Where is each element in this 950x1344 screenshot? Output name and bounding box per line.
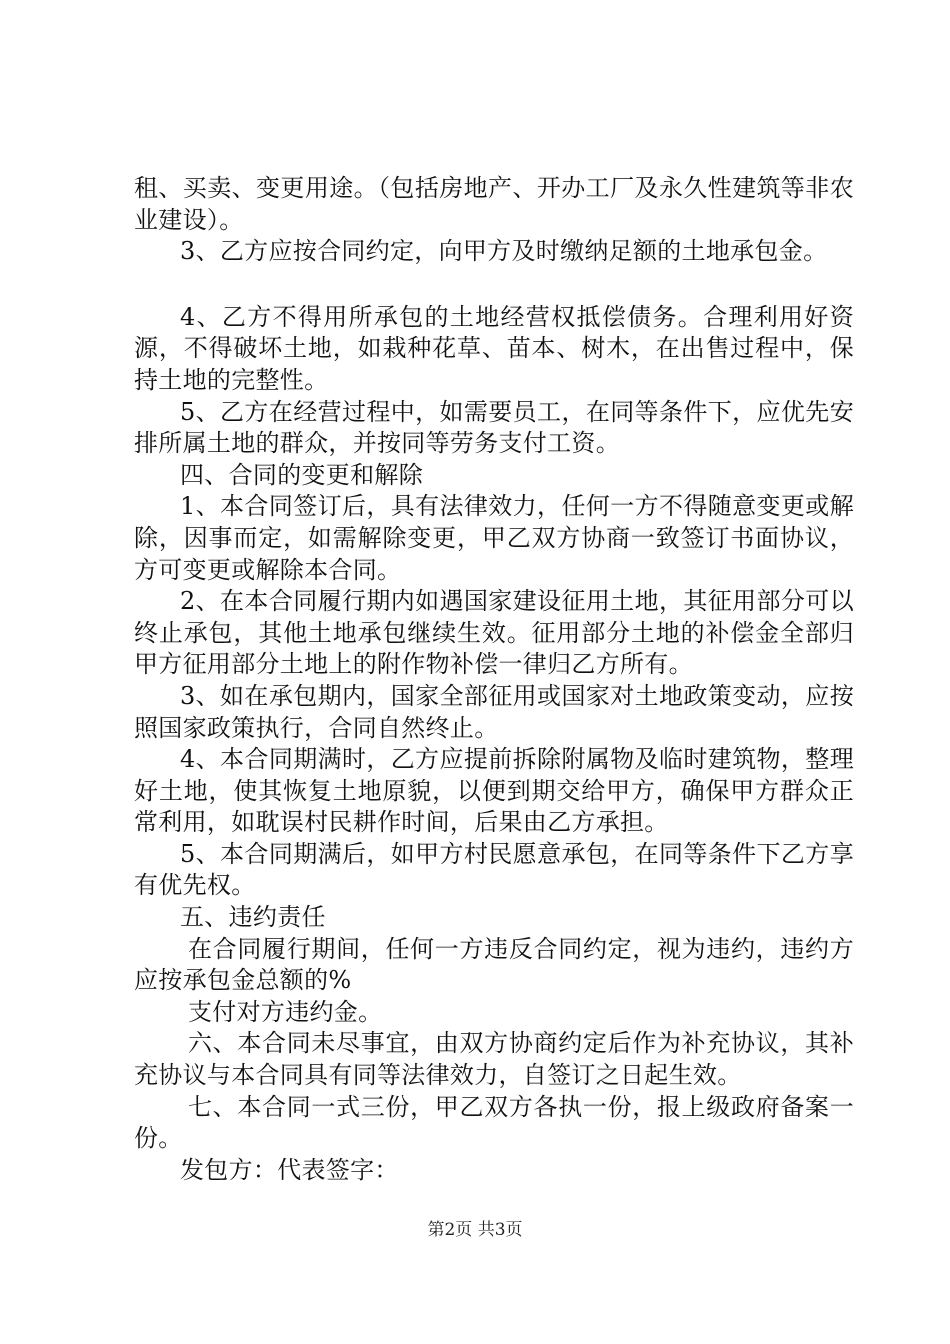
- paragraph-section-6: 六、本合同未尽事宜，由双方协商约定后作为补充协议，其补充协议与本合同具有同等法律效力，自签订之日起生效。: [134, 1029, 854, 1090]
- paragraph-change-clause-2: 2、在本合同履行期内如遇国家建设征用土地，其征用部分可以终止承包，其他土地承包继续生效。征用部分土地的补偿金全部归甲方征用部分土地上的附作物补偿一律归乙方所有。: [134, 587, 854, 679]
- paragraph-clause-3: 3、乙方应按合同约定，向甲方及时缴纳足额的土地承包金。: [180, 237, 828, 266]
- paragraph-clause-4: 4、乙方不得用所承包的土地经营权抵偿债务。合理利用好资源，不得破坏土地，如栽种花草、苗本、树木，在出售过程中，保持土地的完整性。: [134, 302, 854, 394]
- paragraph-change-clause-5: 5、本合同期满后，如甲方村民愿意承包，在同等条件下乙方享有优先权。: [134, 839, 854, 900]
- paragraph-continuation: 租、买卖、变更用途。（包括房地产、开办工厂及永久性建筑等非农业建设）。: [134, 174, 854, 234]
- paragraph-breach-text: 在合同履行期间，任何一方违反合同约定，视为违约，违约方应按承包金总额的%: [134, 934, 854, 995]
- page-footer: 第2页 共3页: [427, 1220, 523, 1240]
- paragraph-change-clause-3: 3、如在承包期内，国家全部征用或国家对土地政策变动，应按照国家政策执行，合同自然终止。: [134, 681, 854, 742]
- paragraph-clause-5: 5、乙方在经营过程中，如需要员工，在同等条件下，应优先安排所属土地的群众，并按同等劳务支付工资。: [134, 397, 854, 458]
- signature-line-issuer: 发包方：代表签字：: [180, 1155, 399, 1184]
- section-heading-change-termination: 四、合同的变更和解除: [180, 460, 423, 489]
- paragraph-change-clause-4: 4、本合同期满时，乙方应提前拆除附属物及临时建筑物，整理好土地，使其恢复土地原貌，以便到期交给甲方，确保甲方群众正常利用，如耽误村民耕作时间，后果由乙方承担。: [134, 745, 854, 837]
- document-body: [134, 173, 854, 1186]
- section-heading-breach: 五、违约责任: [180, 903, 326, 932]
- paragraph-breach-payment: 支付对方违约金。: [188, 997, 383, 1026]
- paragraph-change-clause-1: 1、本合同签订后，具有法律效力，任何一方不得随意变更或解除，因事而定，如需解除变更，甲乙双方协商一致签订书面协议，方可变更或解除本合同。: [134, 492, 854, 584]
- paragraph-section-7: 七、本合同一式三份，甲乙双方各执一份，报上级政府备案一份。: [134, 1092, 854, 1153]
